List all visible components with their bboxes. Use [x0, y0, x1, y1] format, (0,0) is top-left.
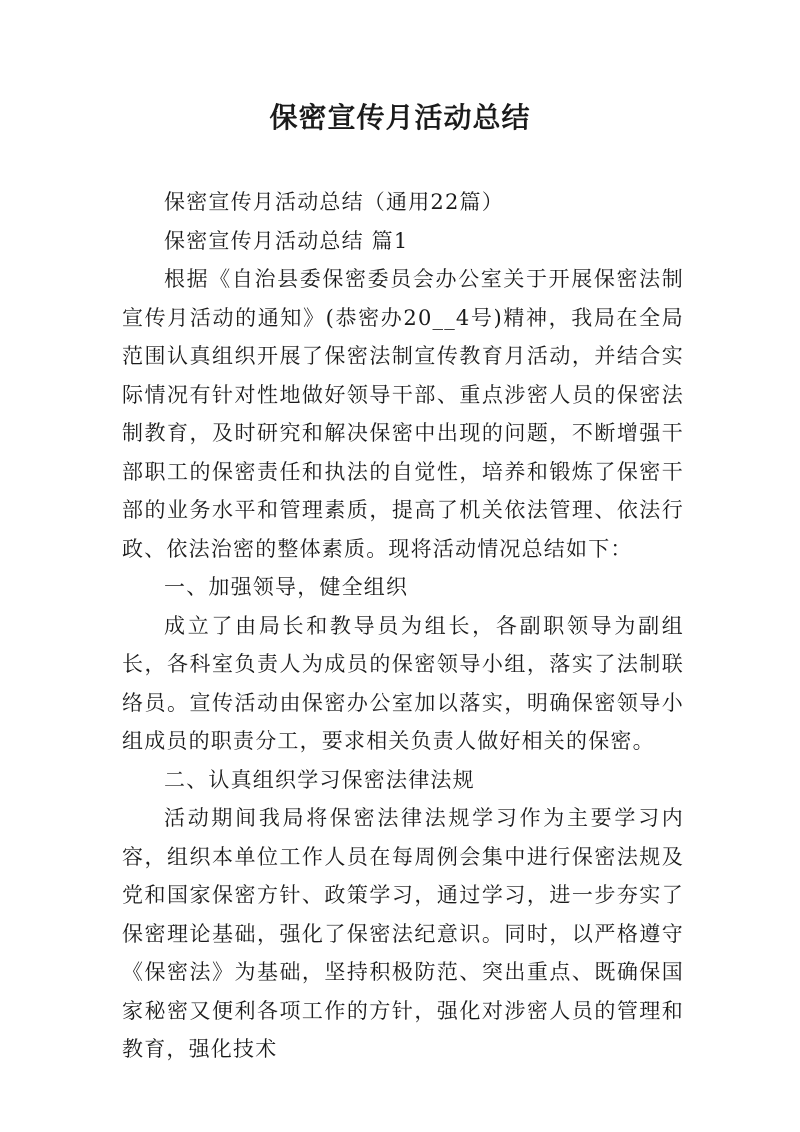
section-heading-paragraph: 保密宣传月活动总结 篇1 [164, 228, 409, 253]
document-body [122, 183, 684, 1069]
body-paragraph: 活动期间我局将保密法律法规学习作为主要学习内容，组织本单位工作人员在每周例会集中进行保密法规及党和国家保密方针、政策学习，通过学习，进一步夯实了保密理论基础，强化了保密法纪意识。同时，以严格遵守《保密法》为基础，坚持积极防范、突出重点、既确保国家秘密又便利各项工作的方针，强化对涉密人员的管理和教育，强化技术 [122, 806, 684, 1061]
subtitle-paragraph: 保密宣传月活动总结（通用22篇） [164, 190, 504, 214]
document-title: 保密宣传月活动总结 [269, 101, 531, 134]
body-paragraph: 成立了由局长和教导员为组长，各副职领导为副组长，各科室负责人为成员的保密领导小组，落实了法制联络员。宣传活动由保密办公室加以落实，明确保密领导小组成员的职责分工，要求相关负责人做好相关的保密。 [122, 613, 684, 753]
section-heading-paragraph: 二、认真组织学习保密法律法规 [164, 767, 475, 792]
body-paragraph: 根据《自治县委保密委员会办公室关于开展保密法制宣传月活动的通知》(恭密办20__4号)精神，我局在全局范围认真组织开展了保密法制宣传教育月活动，并结合实际情况有针对性地做好领导干部、重点涉密人员的保密法制教育，及时研究和解决保密中出现的问题，不断增强干部职工的保密责任和执法的自觉性，培养和锻炼了保密干部的业务水平和管理素质，提高了机关依法管理、依法行政、依法治密的整体素质。现将活动情况总结如下： [122, 267, 684, 561]
section-heading-paragraph: 一、加强领导，健全组织 [164, 575, 409, 599]
